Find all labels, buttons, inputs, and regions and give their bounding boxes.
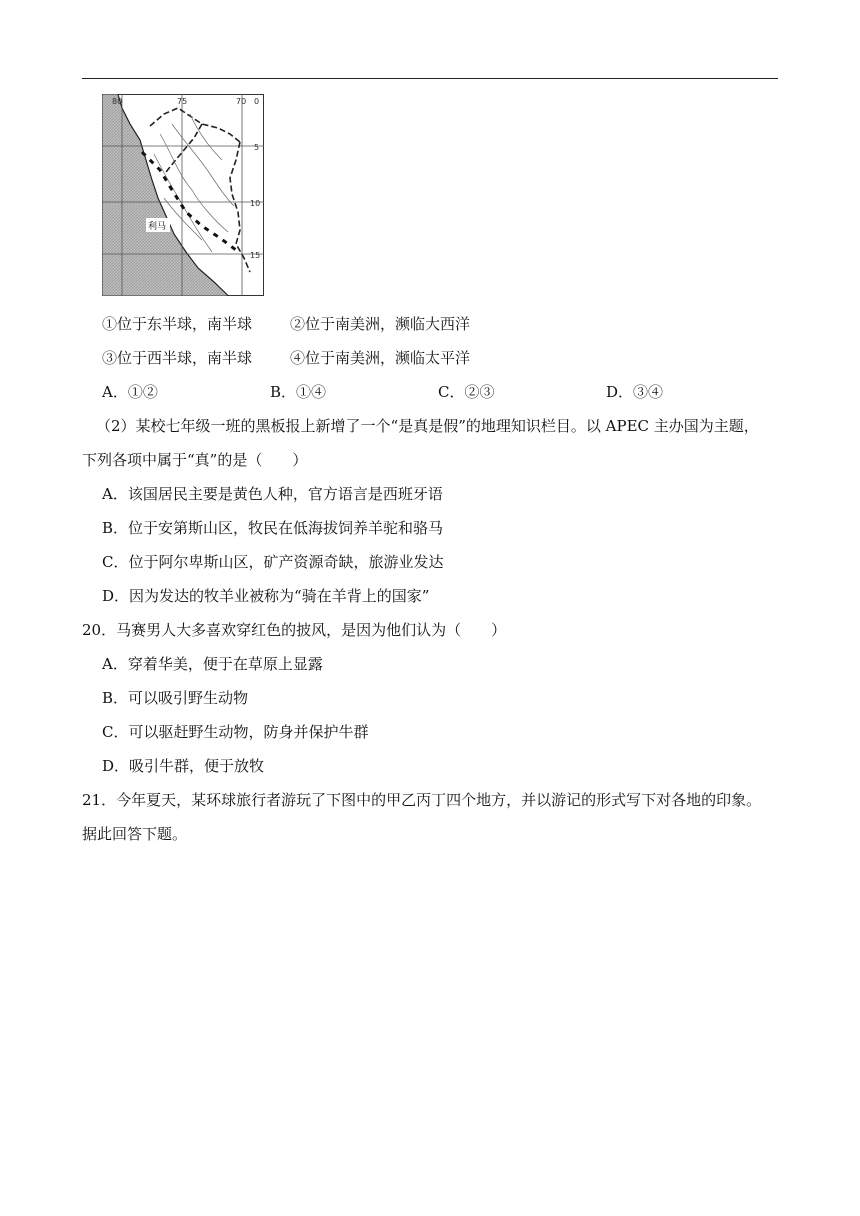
q19-2-stem-line2: 下列各项中属于“真”的是（ ） (82, 451, 308, 469)
lon-label-80: 80 (112, 97, 123, 106)
q20-option-d[interactable]: D．吸引牛群，便于放牧 (102, 757, 265, 775)
statement-2: ②位于南美洲，濒临大西洋 (290, 315, 471, 333)
lat-label-15: 15 (250, 251, 261, 260)
q19-2-option-d[interactable]: D．因为发达的牧羊业被称为“骑在羊背上的国家” (102, 587, 430, 605)
lat-label-5: 5 (254, 143, 260, 152)
q20-stem: 20．马赛男人大多喜欢穿红色的披风，是因为他们认为（ ） (82, 621, 507, 639)
q21-stem-line1: 21．今年夏天，某环球旅行者游玩了下图中的甲乙丙丁四个地方，并以游记的形式写下对各地的印象。 (82, 791, 762, 809)
q21-stem-line2: 据此回答下题。 (82, 825, 188, 843)
peru-map (102, 94, 264, 296)
q19-2-stem-line1: （2）某校七年级一班的黑板报上新增了一个“是真是假”的地理知识栏目。以 APEC 主办国为主题， (96, 417, 759, 435)
q19-option-a[interactable]: A．①② (102, 383, 158, 401)
q19-2-option-b[interactable]: B．位于安第斯山区，牧民在低海拔饲养羊驼和骆马 (102, 519, 444, 537)
q19-option-d[interactable]: D．③④ (606, 383, 664, 401)
q19-option-c[interactable]: C．②③ (438, 383, 495, 401)
statement-3: ③位于西半球，南半球 (102, 349, 253, 367)
q20-option-b[interactable]: B．可以吸引野生动物 (102, 689, 249, 707)
lat-label-10: 10 (250, 199, 261, 208)
q19-option-b[interactable]: B．①④ (270, 383, 327, 401)
statement-4: ④位于南美洲，濒临太平洋 (290, 349, 471, 367)
lat-label-0: 0 (254, 97, 260, 106)
place-label-lima: 利马 (148, 222, 167, 232)
lon-label-70: 70 (236, 97, 247, 106)
lon-label-75: 75 (177, 97, 188, 106)
header-rule (82, 78, 778, 79)
q19-2-option-c[interactable]: C．位于阿尔卑斯山区，矿产资源奇缺，旅游业发达 (102, 553, 444, 571)
q20-option-a[interactable]: A．穿着华美，便于在草原上显露 (102, 655, 323, 673)
statement-1: ①位于东半球，南半球 (102, 315, 253, 333)
q20-option-c[interactable]: C．可以驱赶野生动物，防身并保护牛群 (102, 723, 369, 741)
q19-2-option-a[interactable]: A．该国居民主要是黄色人种，官方语言是西班牙语 (102, 485, 443, 503)
